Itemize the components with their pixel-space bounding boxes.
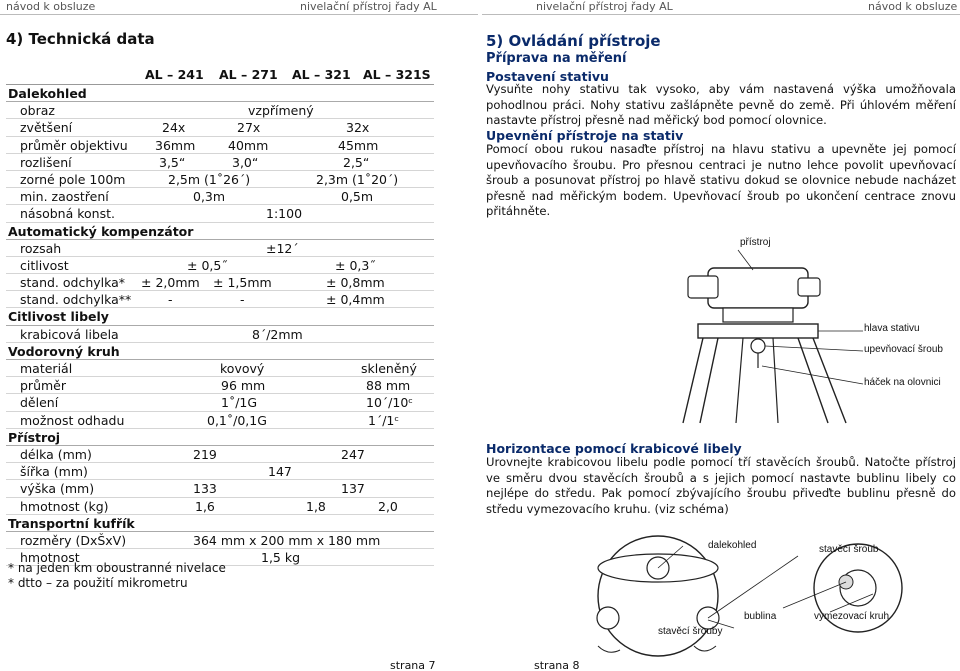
section-title-technical-data: 4) Technická data xyxy=(6,30,155,48)
spec-row xyxy=(6,394,434,411)
spec-value: 2,3m (1˚20´) xyxy=(316,171,399,187)
right-page xyxy=(482,0,960,671)
spec-category-row xyxy=(6,85,434,102)
spec-value: 1:100 xyxy=(266,206,303,222)
spec-value: kovový xyxy=(220,361,265,376)
spec-value: 3,0“ xyxy=(232,154,259,170)
spec-row xyxy=(6,274,434,291)
footnote-1: * na jeden km oboustranné nivelace xyxy=(8,561,226,575)
label-plumb-hook: háček na olovnici xyxy=(864,377,941,388)
label-leveling-screws: stavěcí šrouby xyxy=(658,626,723,637)
spec-category-label: Citlivost libely xyxy=(8,309,109,325)
spec-value: 0,3m xyxy=(193,189,226,205)
spec-label: hmotnost (kg) xyxy=(20,498,109,514)
column-header: AL – 321S xyxy=(363,67,431,82)
spec-label: průměr objektivu xyxy=(20,137,128,153)
spec-label: obraz xyxy=(20,103,55,119)
spec-value: 32x xyxy=(346,120,370,136)
spec-value: 0,1˚/0,1G xyxy=(207,412,267,428)
column-header: AL – 321 xyxy=(292,67,351,82)
spec-value: vzpřímený xyxy=(248,103,314,119)
label-bubble: bublina xyxy=(744,611,777,622)
right-header xyxy=(482,0,960,15)
spec-row xyxy=(6,240,434,257)
spec-category-row xyxy=(6,308,434,325)
spec-row xyxy=(6,137,434,154)
spec-category-row xyxy=(6,343,434,360)
spec-label: materiál xyxy=(20,361,73,376)
spec-value: ± 2,0mm xyxy=(141,275,200,291)
section-title-operation: 5) Ovládání přístroje xyxy=(486,32,661,50)
spec-column-headers xyxy=(6,66,434,85)
spec-row xyxy=(6,377,434,394)
spec-row xyxy=(6,463,434,480)
spec-value: 1˚/1G xyxy=(221,395,258,411)
subtitle-preparation: Příprava na měření xyxy=(486,51,627,66)
instrument-body-shape xyxy=(708,268,808,308)
spec-value: 10´/10ᶜ xyxy=(366,395,413,411)
spec-row xyxy=(6,102,434,119)
tripod-head-shape xyxy=(698,324,818,338)
spec-value: ± 0,8mm xyxy=(326,275,385,291)
spec-category-label: Transportní kufřík xyxy=(8,515,135,531)
spec-value: 0,5m xyxy=(341,189,374,205)
right-header-right: návod k obsluze xyxy=(868,0,958,13)
spec-value: 24x xyxy=(162,120,186,136)
paragraph-leveling: Urovnejte krabicovou libelu podle pomocí tří stavěcích šroubů. Natočte přístroj ve směru dvou stavěcích šroubů a s jejich pomocí nastavte bublinu libely co nejlépe do středu. Pak pomocí zbývajícího šroubu přiveďte bublinu přesně do středu vymezovacího kruhu. (viz schéma) xyxy=(486,455,956,516)
spec-row xyxy=(6,326,434,343)
spec-label: dělení xyxy=(20,395,59,411)
spec-label: zorné pole 100m xyxy=(20,171,126,187)
left-header xyxy=(0,0,478,15)
spec-value: 36mm xyxy=(155,137,196,153)
label-leveling-screw: stavěcí šroub xyxy=(819,544,879,555)
spec-row xyxy=(6,171,434,188)
spec-row xyxy=(6,257,434,274)
spec-value: ± 1,5mm xyxy=(213,275,272,291)
left-header-left: návod k obsluze xyxy=(6,0,96,13)
spec-row xyxy=(6,446,434,463)
label-fixing-screw: upevňovací šroub xyxy=(864,344,943,355)
spec-row xyxy=(6,412,434,429)
left-page xyxy=(0,0,478,671)
spec-value: 1,6 xyxy=(195,498,215,514)
spec-row xyxy=(6,532,434,549)
spec-label: násobná konst. xyxy=(20,206,115,222)
heading-tripod-setup: Postavení stativu xyxy=(486,69,609,84)
left-header-right: nivelační přístroj řady AL xyxy=(300,0,437,13)
spec-value: 45mm xyxy=(338,137,379,153)
spec-value: 40mm xyxy=(228,137,269,153)
heading-mounting: Upevnění přístroje na stativ xyxy=(486,128,684,143)
spec-value: 27x xyxy=(237,120,261,136)
label-instrument: přístroj xyxy=(740,237,771,248)
spec-value: 133 xyxy=(193,481,217,497)
spec-value: 247 xyxy=(341,446,365,462)
spec-label: zvětšení xyxy=(20,120,73,136)
spec-value: skleněný xyxy=(361,361,417,376)
spec-value: 364 mm x 200 mm x 180 mm xyxy=(193,532,381,548)
spec-label: stand. odchylka* xyxy=(20,275,126,291)
spec-label: možnost odhadu xyxy=(20,412,125,428)
spec-value: 147 xyxy=(268,464,292,480)
spec-value: 3,5“ xyxy=(159,154,186,170)
spec-value: 1´/1ᶜ xyxy=(368,412,399,428)
spec-category-label: Vodorovný kruh xyxy=(8,343,120,359)
spec-category-label: Dalekohled xyxy=(8,86,87,101)
paragraph-tripod-setup: Vysuňte nohy stativu tak vysoko, aby vám nastavená výška umožňovala pohodlnou práci. Nohy stativu zašlápněte pevně do země. Při úhlovém měření nastavte přístroj přesně nad měřický bod pomocí olovnice. xyxy=(486,82,956,127)
spec-value: 96 mm xyxy=(221,378,266,394)
spec-label: šířka (mm) xyxy=(20,464,88,480)
spec-value: ± 0,5˝ xyxy=(187,257,228,273)
footnote-2: * dtto – za použití mikrometru xyxy=(8,576,188,590)
spec-label: krabicová libela xyxy=(20,326,119,342)
spec-value: ± 0,4mm xyxy=(326,292,385,308)
spec-label: rozsah xyxy=(20,240,62,256)
page-number-left: strana 7 xyxy=(390,659,436,671)
spec-value: 1,5 kg xyxy=(261,550,301,566)
column-header: AL – 241 xyxy=(145,67,204,82)
spec-row xyxy=(6,205,434,222)
column-header: AL – 271 xyxy=(219,67,278,82)
spec-category-label: Automatický kompenzátor xyxy=(8,223,194,239)
spec-row xyxy=(6,291,434,308)
spec-value: ±12´ xyxy=(266,240,299,256)
label-tripod-head: hlava stativu xyxy=(864,323,920,334)
spec-value: 219 xyxy=(193,446,217,462)
page-number-right: strana 8 xyxy=(534,659,580,671)
spec-row xyxy=(6,480,434,497)
spec-category-row xyxy=(6,223,434,240)
spec-label: citlivost xyxy=(20,257,69,273)
spec-value: ± 0,3˝ xyxy=(335,257,376,273)
spec-label: rozměry (DxŠxV) xyxy=(20,532,127,548)
spec-category-row xyxy=(6,515,434,532)
spec-value: - xyxy=(240,292,245,308)
label-telescope: dalekohled xyxy=(708,540,757,551)
fixing-screw-shape xyxy=(751,339,765,353)
spec-label: hmotnost xyxy=(20,550,80,566)
spec-row xyxy=(6,119,434,136)
heading-leveling: Horizontace pomocí krabicové libely xyxy=(486,441,742,456)
spec-category-row xyxy=(6,429,434,446)
spec-value: 137 xyxy=(341,481,365,497)
circular-level-schematic xyxy=(568,528,948,660)
spec-label: stand. odchylka** xyxy=(20,292,132,308)
spec-label: rozlišení xyxy=(20,154,72,170)
spec-value: 8´/2mm xyxy=(252,326,303,342)
spec-label: výška (mm) xyxy=(20,481,95,497)
paragraph-mounting: Pomocí obou rukou nasaďte přístroj na hlavu stativu a upevněte jej pomocí upevňovacího šroubu. Pro přesnou centraci je nutno lehce povolit upevňovací šroub a posunovat přístroj po hlavě stativu dokud se olovnice nebude nacházet přesně nad měřickým bodem. Upevňovací šroub po ukončení centrace znovu přitáhněte. xyxy=(486,142,956,218)
spec-value: 2,0 xyxy=(378,498,398,514)
spec-value: 88 mm xyxy=(366,378,411,394)
spec-label: průměr xyxy=(20,378,67,394)
spec-row xyxy=(6,498,434,515)
label-reference-circle: vymezovací kruh xyxy=(814,611,890,622)
spec-label: délka (mm) xyxy=(20,446,92,462)
spec-row xyxy=(6,154,434,171)
right-header-left: nivelační přístroj řady AL xyxy=(536,0,673,13)
spec-value: - xyxy=(168,292,173,308)
spec-category-label: Přístroj xyxy=(8,429,61,445)
spec-value: 2,5“ xyxy=(343,154,370,170)
spec-label: min. zaostření xyxy=(20,189,109,205)
spec-value: 2,5m (1˚26´) xyxy=(168,171,251,187)
spec-row xyxy=(6,188,434,205)
spec-table xyxy=(6,66,434,566)
spec-row xyxy=(6,360,434,377)
spec-value: 1,8 xyxy=(306,498,326,514)
